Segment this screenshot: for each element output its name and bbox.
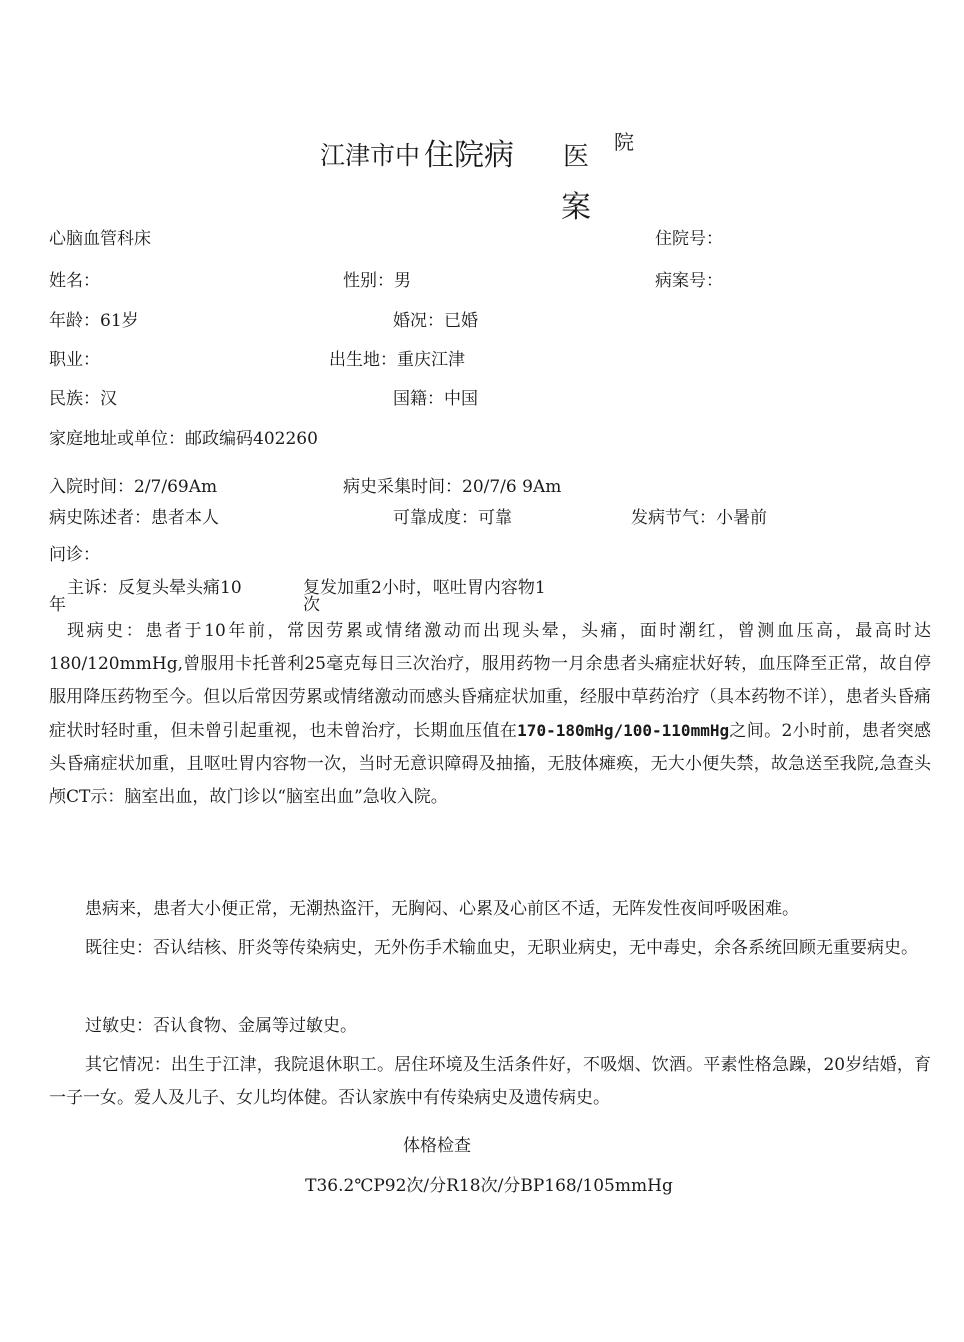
inquiry-heading: 问诊： bbox=[49, 545, 100, 565]
patient-sex: 性别：男 bbox=[343, 271, 411, 291]
patient-name: 姓名： bbox=[49, 271, 100, 291]
history-narrator: 病史陈述者：患者本人 bbox=[49, 508, 219, 528]
occupation: 职业： bbox=[49, 350, 100, 370]
chief-complaint-part-1: 主诉：反复头晕头痛10 bbox=[67, 578, 242, 598]
patient-age: 年龄：61岁 bbox=[49, 311, 139, 331]
case-number: 病案号： bbox=[655, 271, 723, 291]
title-part-2: 住院病 bbox=[424, 138, 514, 173]
onset-season: 发病节气：小暑前 bbox=[631, 508, 767, 528]
ethnicity: 民族：汉 bbox=[49, 389, 117, 409]
other-history: 其它情况：出生于江津，我院退休职工。居住环境及生活条件好，不吸烟、饮酒。平素性格急躁，20岁结婚，育一子一女。爱人及儿子、女儿均体健。否认家族中有传染病史及遗传病史。 bbox=[49, 1055, 931, 1108]
collection-time: 病史采集时间：20/7/6 9Am bbox=[343, 477, 562, 497]
reliability: 可靠成度：可靠 bbox=[393, 508, 512, 528]
admission-time: 入院时间：2/7/69Am bbox=[49, 477, 218, 497]
vital-signs: T36.2℃P92次/分R18次/分BP168/105mmHg bbox=[305, 1176, 673, 1196]
title-part-5: 案 bbox=[561, 190, 591, 225]
title-part-4: 院 bbox=[614, 130, 634, 154]
title-part-3: 医 bbox=[563, 142, 590, 172]
department: 心脑血管科床 bbox=[49, 229, 151, 249]
present-illness: 现病史：患者于10年前，常因劳累或情绪激动而出现头晕，头痛，面时潮红，曾测血压高，最高时达180/120mmHg,曾服用卡托普利25毫克每日三次治疗，服用药物一月余患者头痛症状好转，血压降至正常，故自停服用降压药物至今。但以后常因劳累或情绪激动而感头昏痛症状加重，经服中草药治疗（具本药物不详），患者头昏痛症状时轻时重，但未曾引起重视，也未曾治疗，长期血压值在170-180mHg/100-110mmHg之间。2小时前，患者突感头昏痛症状加重，且呕吐胃内容物一次，当时无意识障碍及抽搐，无肢体瘫痪，无大小便失禁，故急送至我院,急查头颅CT示：脑室出血，故门诊以“脑室出血”急收入院。 bbox=[49, 621, 931, 807]
allergy-history: 过敏史：否认食物、金属等过敏史。 bbox=[85, 1016, 357, 1036]
nationality: 国籍：中国 bbox=[393, 389, 478, 409]
chief-complaint-part-2: 复发加重2小时，呕吐胃内容物1 bbox=[303, 578, 546, 598]
marital-status: 婚况：已婚 bbox=[393, 311, 478, 331]
since-onset: 患病来，患者大小便正常，无潮热盗汗，无胸闷、心累及心前区不适，无阵发性夜间呼吸困难。 bbox=[85, 899, 799, 919]
birthplace: 出生地：重庆江津 bbox=[329, 350, 465, 370]
title-part-1: 江津市中 bbox=[320, 141, 421, 170]
chief-complaint-cut-1: 年 bbox=[49, 595, 66, 615]
physical-exam-heading: 体格检查 bbox=[403, 1136, 471, 1156]
bp-range: 170-180mHg/100-110mmHg bbox=[517, 721, 730, 740]
chief-complaint-cut-2: 次 bbox=[303, 595, 320, 615]
address: 家庭地址或单位：邮政编码402260 bbox=[49, 429, 318, 449]
admission-number: 住院号： bbox=[655, 229, 723, 249]
past-history: 既往史：否认结核、肝炎等传染病史，无外伤手术输血史，无职业病史，无中毒史，余各系统回顾无重要病史。 bbox=[85, 938, 918, 958]
